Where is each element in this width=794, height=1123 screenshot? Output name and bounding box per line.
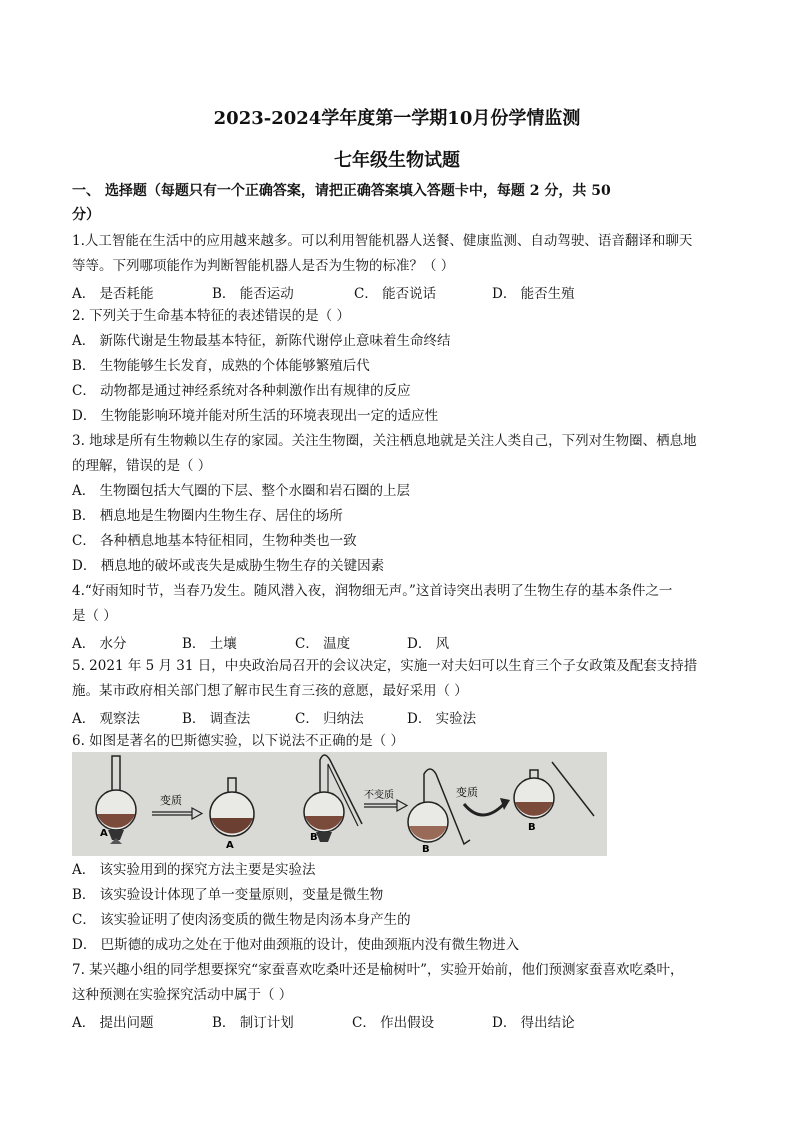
q3-option-b: B． 栖息地是生物圈内生物生存、居住的场所: [72, 508, 343, 524]
q3-stem-line1: 3. 地球是所有生物赖以生存的家园。关注生物圈，关注栖息地就是关注人类自己，下列对生物圈、栖息地: [72, 433, 697, 449]
q3-option-c: C． 各种栖息地基本特征相同，生物种类也一致: [72, 533, 357, 549]
q1-option-a: A． 是否耗能: [72, 286, 154, 302]
q7-stem-line2: 这种预测在实验探究活动中属于（ ）: [72, 987, 293, 1003]
q6-option-b: B． 该实验设计体现了单一变量原则，变量是微生物: [72, 887, 384, 903]
q1-option-d: D． 能否生殖: [492, 286, 575, 302]
q2-option-c: C． 动物都是通过神经系统对各种刺激作出有规律的反应: [72, 383, 411, 399]
label-a2: A: [226, 840, 234, 851]
arrow3-label: 变质: [456, 786, 478, 799]
arrow1-label: 变质: [160, 794, 182, 807]
q2-option-a: A． 新陈代谢是生物最基本特征，新陈代谢停止意味着生命终结: [72, 333, 451, 349]
exam-subtitle: 七年级生物试题: [334, 150, 460, 171]
q3-stem-line2: 的理解，错误的是（ ）: [72, 458, 212, 474]
q4-option-d: D． 风: [407, 636, 450, 652]
arrow-1: [152, 808, 202, 819]
section-heading-line2: 分）: [72, 207, 100, 223]
flask-b-unspoiled: [408, 769, 470, 844]
q3-option-d: D． 栖息地的破坏或丧失是威胁生物生存的关键因素: [72, 558, 385, 574]
label-a1: A: [100, 828, 108, 839]
exam-title: 2023-2024学年度第一学期10月份学情监测: [213, 108, 581, 129]
q5-option-a: A． 观察法: [72, 711, 141, 727]
label-b2: B: [422, 844, 430, 855]
q1-option-c: C． 能否说话: [354, 286, 437, 302]
label-b1: B: [310, 832, 318, 843]
q3-option-a: A． 生物圈包括大气圈的下层、整个水圈和岩石圈的上层: [72, 483, 411, 499]
q5-option-b: B． 调查法: [182, 711, 251, 727]
q4-option-c: C． 温度: [295, 636, 351, 652]
q6-stem: 6. 如图是著名的巴斯德实验，以下说法不正确的是（ ）: [72, 733, 404, 749]
q7-option-b: B． 制订计划: [212, 1015, 294, 1031]
pasteur-diagram: [72, 752, 607, 856]
q6-option-d: D． 巴斯德的成功之处在于他对曲颈瓶的设计，使曲颈瓶内没有微生物进入: [72, 937, 520, 953]
section-heading-line1: 一、 选择题（每题只有一个正确答案，请把正确答案填入答题卡中，每题 2 分，共 50: [72, 183, 611, 199]
q5-stem-line2: 施。某市政府相关部门想了解市民生育三孩的意愿，最好采用（ ）: [72, 683, 468, 699]
q4-stem-line1: 4.“好雨知时节，当春乃发生。随风潜入夜，润物细无声。”这首诗突出表明了生物生存的基本条件之一: [72, 583, 673, 599]
arrow-3: [464, 798, 510, 815]
q2-option-b: B． 生物能够生长发育，成熟的个体能够繁殖后代: [72, 358, 370, 374]
q4-option-b: B． 土壤: [182, 636, 237, 652]
q1-option-b: B． 能否运动: [212, 286, 294, 302]
flask-a-spoiled: [210, 778, 254, 836]
q7-option-d: D． 得出结论: [492, 1015, 575, 1031]
arrow2-label: 不变质: [364, 790, 394, 801]
q7-option-a: A． 提出问题: [72, 1015, 154, 1031]
flask-b-spoiled: [514, 762, 594, 818]
q5-option-d: D． 实验法: [407, 711, 477, 727]
arrow-2: [364, 800, 407, 811]
pasteur-experiment-figure: [72, 752, 607, 856]
q4-stem-line2: 是（ ）: [72, 608, 117, 624]
q5-stem-line1: 5. 2021 年 5 月 31 日，中央政治局召开的会议决定，实施一对夫妇可以生育三个子女政策及配套支持措: [72, 658, 698, 674]
q7-option-c: C． 作出假设: [352, 1015, 435, 1031]
q2-option-d: D． 生物能影响环境并能对所生活的环境表现出一定的适应性: [72, 408, 439, 424]
q7-stem-line1: 7. 某兴趣小组的同学想要探究“家蚕喜欢吃桑叶还是榆树叶”，实验开始前，他们预测家蚕喜欢吃桑叶，: [72, 962, 684, 978]
q1-stem-line1: 1.人工智能在生活中的应用越来越多。可以利用智能机器人送餐、健康监测、自动驾驶、语音翻译和聊天: [72, 233, 693, 249]
q4-option-a: A． 水分: [72, 636, 127, 652]
q5-option-c: C． 归纳法: [295, 711, 364, 727]
q1-stem-line2: 等等。下列哪项能作为判断智能机器人是否为生物的标准？（ ）: [72, 258, 455, 274]
q2-stem: 2. 下列关于生命基本特征的表述错误的是（ ）: [72, 308, 350, 324]
q6-option-a: A． 该实验用到的探究方法主要是实验法: [72, 862, 316, 878]
flask-b-heated: [304, 755, 362, 842]
q6-option-c: C． 该实验证明了使肉汤变质的微生物是肉汤本身产生的: [72, 912, 411, 928]
label-b3: B: [528, 822, 536, 833]
